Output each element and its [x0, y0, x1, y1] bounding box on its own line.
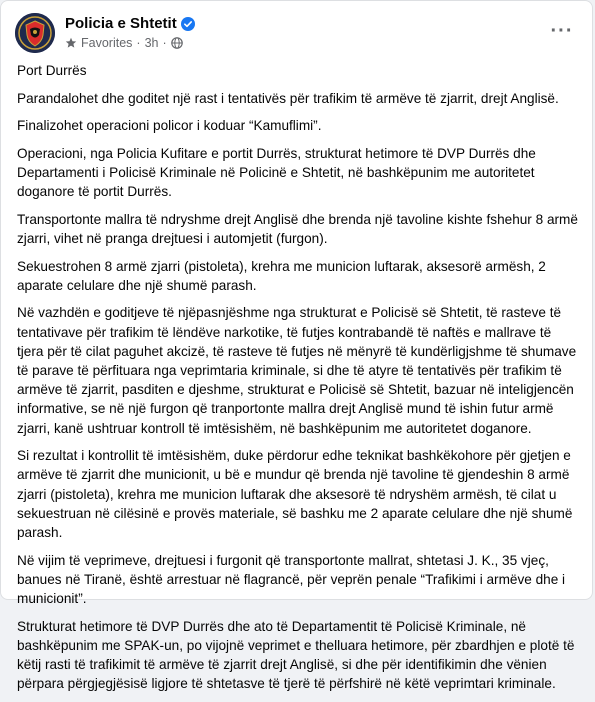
- post-paragraph: Transportonte mallra të ndryshme drejt Anglisë dhe brenda një tavoline kishte fshehur 8 armë zjarri, vihet në pranga drejtuesi i automjetit (furgon).: [17, 211, 578, 246]
- post-body: [17, 61, 580, 702]
- post-paragraph: Port Durrës: [17, 63, 87, 78]
- globe-icon[interactable]: [171, 37, 183, 49]
- audience-label[interactable]: Favorites: [81, 36, 133, 50]
- post-paragraph: Strukturat hetimore të DVP Durrës dhe ato të Departamentit të Policisë Kriminale, në bashkëpunim me SPAK-un, po vijojnë veprimet e thelluara hetimore, për zbardhjen e plotë të këtij rasti të trafikimit të armëve të zjarrit drejt Anglisë, si dhe për identifikimin dhe vënien përpara përgjegjësisë ligjore të shtetasve të tjerë të përfshirë në këtë veprimtari kriminale.: [17, 618, 575, 692]
- post-paragraph: Sekuestrohen 8 armë zjarri (pistoleta), krehra me municion luftarak, aksesorë armësh, 2 aparate celulare dhe një shumë parash.: [17, 258, 546, 293]
- police-badge-icon: [15, 13, 55, 53]
- more-options-button[interactable]: [546, 15, 578, 47]
- post-header: [15, 13, 578, 57]
- post-paragraph: Në vijim të veprimeve, drejtuesi i furgonit që transportonte mallrat, shtetasi J. K., 35 vjeç, banues në Tiranë, është arrestuar në flagrancë, për veprën penale “Trafikimi i armëve dhe i municionit”.: [17, 552, 566, 606]
- post-paragraph: Operacioni, nga Policia Kufitare e portit Durrës, strukturat hetimore të DVP Durrës dhe Departamenti i Policisë Kriminale në Policinë e Shtetit, në bashkëpunim me autoritetet doganore të portit Durrës.: [17, 145, 536, 200]
- page-name-row: [65, 15, 195, 32]
- star-icon: [65, 37, 77, 49]
- avatar[interactable]: [15, 13, 55, 53]
- verified-badge-icon: [181, 17, 195, 31]
- meta-separator: ·: [136, 36, 141, 50]
- more-dots-icon: ···: [550, 19, 574, 42]
- post-meta: [65, 36, 183, 50]
- post-paragraph: Si rezultat i kontrollit të imtësishëm, duke përdorur edhe teknikat bashkëkohore për gjetjen e armëve të zjarrit dhe municionit, u bë e mundur që brenda një tavoline të gjendeshin 8 armë zjarri (pistoleta), krehra me municion luftarak dhe aksesorë të ndryshëm armësh, të cilat u sekuestruan në cilësinë e provës materiale, së bashku me 2 aparate celulare dhe një shumë parash.: [17, 448, 573, 540]
- page-name[interactable]: Policia e Shtetit: [65, 15, 177, 32]
- post-paragraph: Në vazhdën e goditjeve të njëpasnjëshme nga strukturat e Policisë së Shtetit, të rasteve të tentativave për trafikim të lëndëve narkotike, të futjes kontrabandë të naftës e mallrave të tjera për të cilat paguhet akcizë, të rasteve të futjes në mënyrë të kundërligjshme të shumave të parave të përfituara nga veprimtaria kriminale, si dhe të atyre të tentativës për trafikim të armëve të zjarrit, pasditen e djeshme, strukturat e Policisë së Shtetit, bazuar në inteligjencën informative, se në një furgon që tranportonte mallra drejt Anglisë mund të ishin futur armë zjarri, kanë ushtruar kontroll të imtësishëm, në bashkëpunim me autoritetet doganore.: [17, 305, 577, 436]
- post-paragraph: Parandalohet dhe goditet një rast i tentativës për trafikim të armëve të zjarrit, drejt Anglisë.: [17, 90, 559, 106]
- post-timestamp[interactable]: 3h: [144, 36, 159, 50]
- post-paragraph: Finalizohet operacioni policor i koduar “Kamuflimi”.: [17, 118, 322, 134]
- meta-separator: ·: [162, 36, 167, 50]
